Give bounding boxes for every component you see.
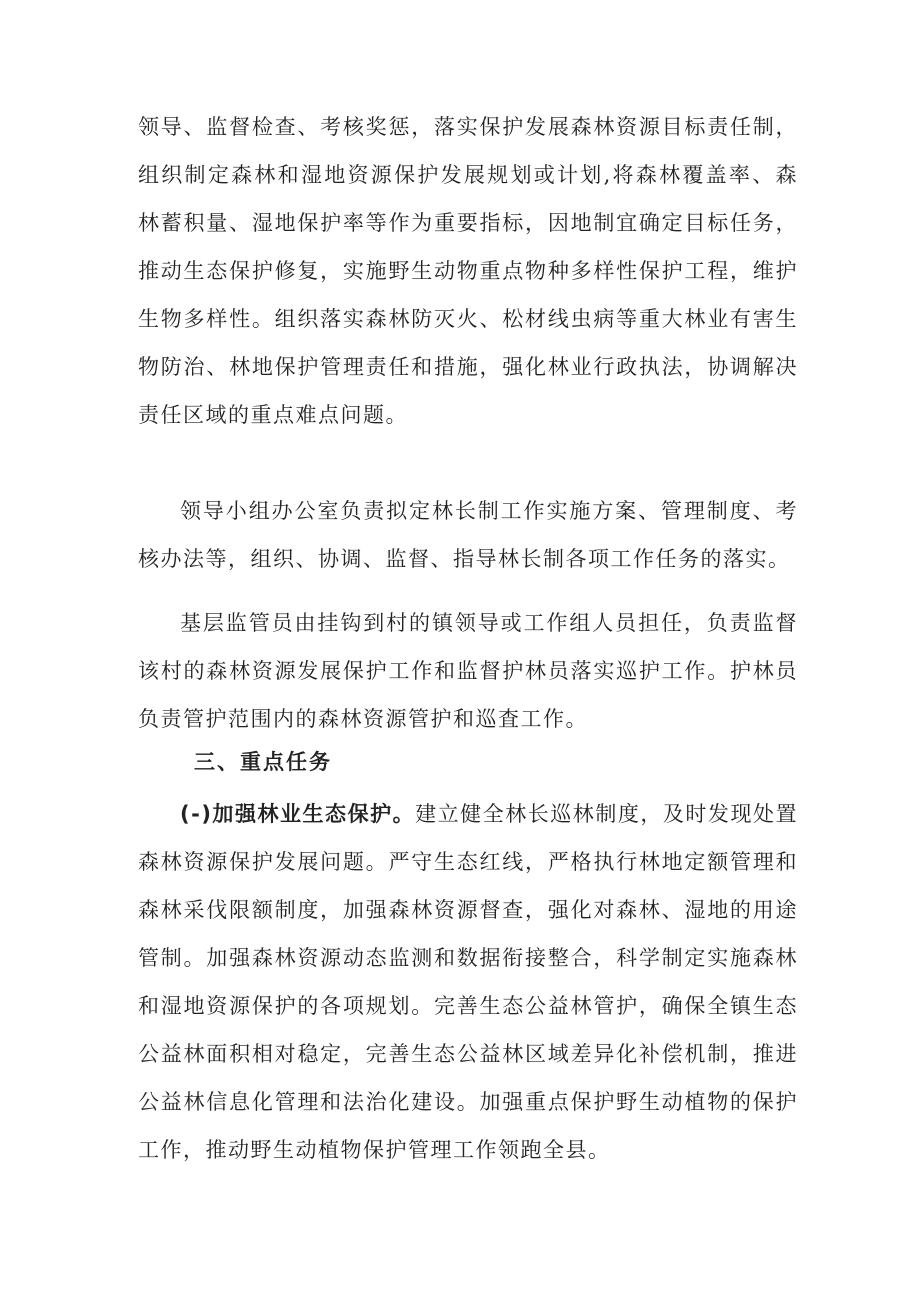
paragraph-grassroots-supervisor: 基层监管员由挂钩到村的镇领导或工作组人员担任，负责监督该村的森林资源发展保护工作和监督护林员落实巡护工作。护林员负责管护范围内的森林资源管护和巡査工作。 xyxy=(138,611,798,731)
paragraph-task-forestry-ecology xyxy=(138,790,798,1174)
paragraph-leading-group-office: 领导小组办公室负责拟定林长制工作实施方案、管理制度、考核办法等，组织、协调、监督、指导林长制各项工作任务的落实。 xyxy=(138,499,798,571)
task-body-forestry-ecology: 建立健全林长巡林制度，及时发现处置森林资源保护发展问题。严守生态红线，严格执行林地定额管理和森林采伐限额制度，加强森林资源督查，强化对森林、湿地的用途管制。加强森林资源动态监测和数据衔接整合，科学制定实施森林和湿地资源保护的各项规划。完善生态公益林管护，确保全镇生态公益林面积相对稳定，完善生态公益林区域差异化补偿机制，推进公益林信息化管理和法治化建设。加强重点保护野生动植物的保护工作，推动野生动植物保护管理工作领跑全县。 xyxy=(138,802,798,1162)
section-heading-key-tasks: 三、重点任务 xyxy=(194,750,332,774)
paragraph-responsibilities: 领导、监督检查、考核奖惩，落实保护发展森林资源目标责任制，组织制定森林和湿地资源保护发展规划或计划,将森林覆盖率、森林蓄积量、湿地保护率等作为重要指标，因地制宜确定目标任务，推动生态保护修复，实施野生动物重点物种多样性保护工程，维护生物多样性。组织落实森林防灭火、松材线虫病等重大林业有害生物防治、林地保护管理责任和措施，强化林业行政执法，协调解决责任区域的重点难点问题。 xyxy=(138,115,798,427)
task-title-forestry-ecology: (-)加强林业生态保护。 xyxy=(180,802,416,826)
